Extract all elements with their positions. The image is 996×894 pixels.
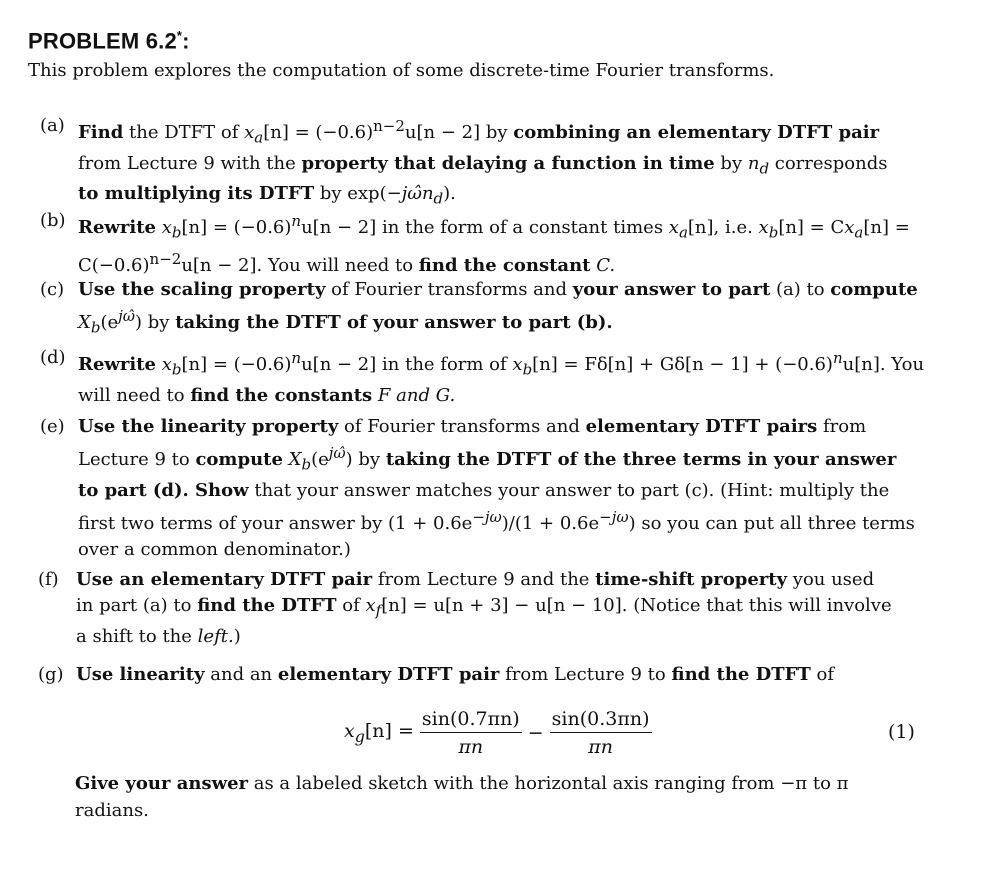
part-label: (d)	[40, 347, 66, 368]
part-a-line-1: Find the DTFT of $x_a[n] = (-0.6)^{n-2}u[n - 2]$ by combining an elementary DTFT pair	[78, 117, 880, 147]
part-f-line-1: Use an elementary DTFT pair from Lecture 9 and the time-shift property you used	[76, 569, 875, 590]
part-e-line-4: first two terms of your answer by $(1 + 0.6e^{-j\omega})/(1 + 0.6e^{-j\omega})$ so you can put all three terms	[78, 507, 915, 534]
part-e-line-5: over a common denominator.)	[78, 538, 351, 560]
part-label: (c)	[40, 279, 65, 300]
part-e-line-1: Use the linearity property of Fourier transforms and elementary DTFT pairs from	[78, 416, 867, 437]
problem-intro: This problem explores the computation of some discrete-time Fourier transforms.	[28, 60, 775, 81]
part-f-line-2: in part (a) to find the DTFT of $x_f[n] = u[n + 3] - u[n - 10]$. (Notice that this will involve	[76, 595, 892, 620]
part-a-line-2: from Lecture 9 with the property that delaying a function in time by $n_d$ corresponds	[78, 152, 888, 178]
part-d-line-1: Rewrite $x_b[n] = (-0.6)^nu[n - 2]$ in the form of $x_b[n] = F\delta[n] + G\delta[n - 1] + (-0.6)^nu[n]$. You	[78, 349, 925, 379]
part-label: (f)	[38, 569, 59, 590]
part-b-line-2: $C(-0.6)^{n-2}u[n - 2]$. You will need to find the constant C.	[78, 249, 616, 276]
part-c-line-1: Use the scaling property of Fourier transforms and your answer to part (a) to compute	[78, 279, 918, 300]
part-label: (a)	[40, 115, 65, 136]
minus-sign: −	[527, 722, 544, 744]
fraction-1: $\frac{\sin(0.7\pi n)}{\pi n}$	[421, 708, 520, 758]
part-label: (e)	[40, 416, 65, 437]
part-d-line-2: will need to find the constants F and G.	[78, 384, 456, 406]
part-e-line-3: to part (d). Show that your answer matches your answer to part (c). (Hint: multiply the	[78, 479, 890, 501]
equation-1	[344, 708, 658, 758]
part-a-line-3: to multiplying its DTFT by $\exp(-j\omegân_d)$.	[78, 183, 456, 208]
fraction-2: $\frac{\sin(0.3\pi n)}{\pi n}$	[551, 708, 650, 758]
part-b-line-1: Rewrite $x_b[n] = (-0.6)^nu[n - 2]$ in the form of a constant times $x_a[n]$, i.e. $x_b[n] = Cx_a[n]$ =	[78, 212, 910, 242]
part-label: (g)	[38, 664, 64, 685]
problem-title: PROBLEM 6.2*:	[28, 28, 190, 54]
equation-lhs: $x_g[n]$ =	[344, 720, 414, 746]
part-label: (b)	[40, 210, 66, 231]
part-f-line-3: a shift to the left.)	[76, 625, 241, 647]
final-instruction: Give your answer as a labeled sketch with the horizontal axis ranging from −π to π radians.	[75, 773, 849, 821]
part-c-line-2: $X_b(e^{j\omegâ})$ by taking the DTFT of your answer to part (b).	[78, 307, 613, 337]
equation-number: (1)	[888, 721, 915, 743]
part-e-line-2: Lecture 9 to compute $X_b(e^{j\omegâ})$ by taking the DTFT of the three terms in your answer	[78, 444, 897, 474]
part-g-line-1: Use linearity and an elementary DTFT pair from Lecture 9 to find the DTFT of	[76, 664, 835, 685]
